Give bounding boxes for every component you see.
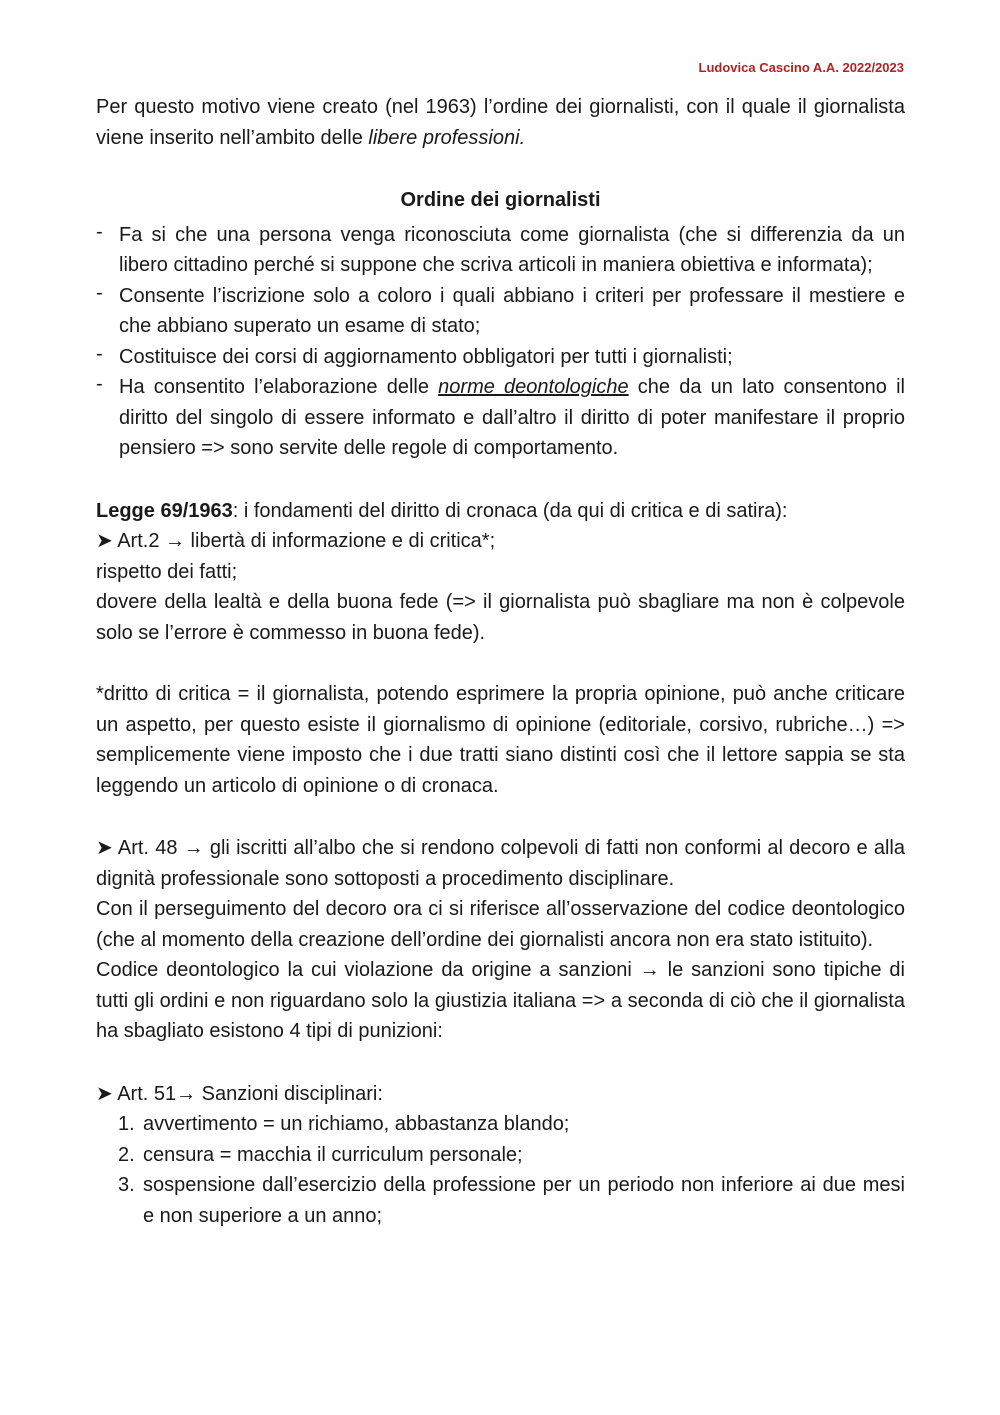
art48-paragraph: ➤ Art. 48 → gli iscritti all’albo che si rendono colpevoli di fatti non conformi al decoro e alla dignità professionale sono sottoposti a procedimento disciplinare. <box>96 837 905 890</box>
intro-paragraph <box>96 92 905 153</box>
legge-paragraph <box>96 496 905 527</box>
bullet-text-after: che da un lato consentono il diritto del singolo di essere informato e dall’altro il diritto di poter manifestare il proprio pensiero => sono servite delle regole di comportamento. <box>119 376 905 459</box>
header-author: Ludovica Cascino A.A. 2022/2023 <box>698 60 904 75</box>
dash-marker: - <box>96 281 103 304</box>
art48-paragraph: Con il perseguimento del decoro ora ci si riferisce all’osservazione del codice deontologico (che al momento della creazione dell’ordine dei giornalisti ancora non era stato istituito). <box>96 898 905 951</box>
list-item <box>96 1109 905 1140</box>
legge-title: Legge 69/1963 <box>96 499 233 522</box>
art51-title: ➤ Art. 51→ Sanzioni disciplinari: <box>96 1082 383 1105</box>
section-title: Ordine dei giornalisti <box>400 189 601 211</box>
art48-paragraph: Codice deontologico la cui violazione da origine a sanzioni → le sanzioni sono tipiche di tutti gli ordini e non riguardano solo la giustizia italiana => a seconda di ciò che il giornalista ha sbagliato esistono 4 tipi di punizioni: <box>96 959 905 1042</box>
item-number: 2. <box>118 1143 135 1166</box>
sanctions-list <box>96 1109 905 1231</box>
item-number: 3. <box>118 1174 135 1196</box>
list-item <box>96 220 905 281</box>
item-text: avvertimento = un richiamo, abbastanza blando; <box>143 1113 570 1135</box>
list-item <box>96 342 905 373</box>
bullet-text-before: Ha consentito l’elaborazione delle <box>119 376 439 398</box>
list-item <box>96 372 905 464</box>
art2-line: rispetto dei fatti; <box>96 560 238 583</box>
item-text: sospensione dall’esercizio della professione per un periodo non inferiore ai due mesi e non superiore a un anno; <box>143 1174 905 1227</box>
bullet-list <box>96 220 905 464</box>
emphasized-term: norme deontologiche <box>438 376 629 398</box>
footnote-paragraph: *dritto di critica = il giornalista, potendo esprimere la propria opinione, può anche criticare un aspetto, per questo esiste il giornalismo di opinione (editoriale, corsivo, rubriche…) => semplicemente viene imposto che i due tratti siano distinti così che il lettore sappia se sta leggendo un articolo di opinione o di cronaca. <box>96 683 905 797</box>
bullet-text: Consente l’iscrizione solo a coloro i quali abbiano i criteri per professare il mestiere e che abbiano superato un esame di stato; <box>119 284 905 337</box>
dash-marker: - <box>96 373 103 395</box>
dash-marker: - <box>96 342 103 365</box>
intro-text: Per questo motivo viene creato (nel 1963) l’ordine dei giornalisti, con il quale il giornalista viene inserito nell’ambito delle <box>96 96 905 149</box>
item-number: 1. <box>118 1113 135 1135</box>
dash-marker: - <box>96 220 103 243</box>
art2-line: dovere della lealtà e della buona fede (=> il giornalista può sbagliare ma non è colpevole solo se l’errore è commesso in buona fede). <box>96 591 905 644</box>
art2-line: ➤ Art.2 → libertà di informazione e di critica*; <box>96 530 496 552</box>
document-body <box>96 92 905 1231</box>
intro-italic: libere professioni. <box>368 126 526 149</box>
list-item <box>96 281 905 342</box>
list-item <box>96 1140 905 1171</box>
bullet-text: Fa si che una persona venga riconosciuta come giornalista (che si differenzia da un libero cittadino perché si suppone che scriva articoli in maniera obiettiva e informata); <box>119 223 905 276</box>
list-item <box>96 1170 905 1231</box>
bullet-text: Costituisce dei corsi di aggiornamento obbligatori per tutti i giornalisti; <box>119 345 733 368</box>
legge-text: : i fondamenti del diritto di cronaca (da qui di critica e di satira): <box>232 499 788 522</box>
item-text: censura = macchia il curriculum personale; <box>143 1143 523 1166</box>
